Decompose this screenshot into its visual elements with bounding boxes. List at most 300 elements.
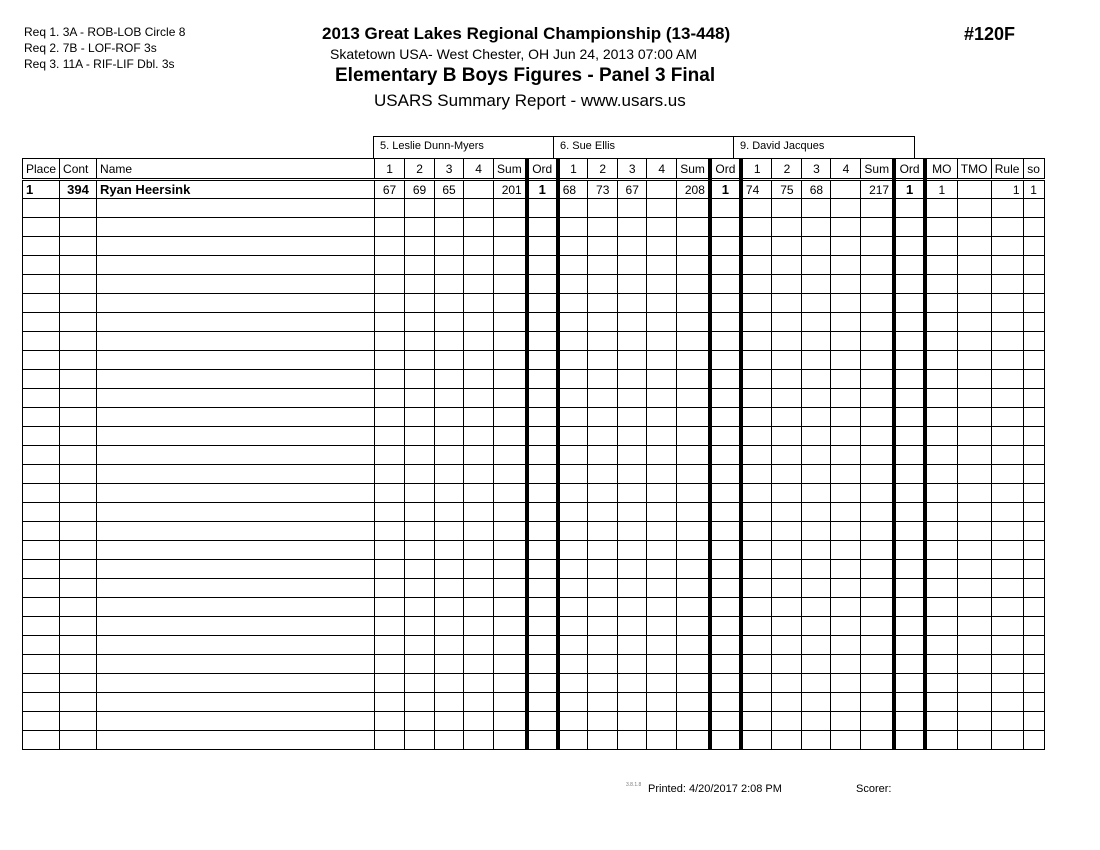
empty-cell [97, 712, 375, 731]
empty-cell [60, 579, 97, 598]
empty-cell [97, 655, 375, 674]
empty-cell [375, 351, 405, 370]
empty-cell [464, 218, 494, 237]
empty-cell [991, 275, 1023, 294]
judge-header-1: 5. Leslie Dunn-Myers [373, 136, 554, 158]
col-tmo: TMO [957, 159, 991, 180]
empty-cell [991, 484, 1023, 503]
empty-cell [558, 275, 588, 294]
empty-cell [991, 389, 1023, 408]
empty-cell [677, 522, 710, 541]
empty-cell [802, 598, 831, 617]
empty-cell [588, 712, 618, 731]
empty-cell [991, 218, 1023, 237]
empty-cell [618, 256, 647, 275]
empty-cell [772, 446, 802, 465]
empty-cell [802, 237, 831, 256]
empty-cell [527, 636, 558, 655]
empty-cell [494, 446, 527, 465]
empty-cell [375, 218, 405, 237]
empty-cell [647, 617, 677, 636]
empty-cell [772, 237, 802, 256]
empty-cell [710, 427, 741, 446]
empty-cell [647, 712, 677, 731]
j2-sum-cell: 208 [677, 180, 710, 199]
empty-cell [831, 389, 861, 408]
empty-cell [677, 560, 710, 579]
empty-cell [1023, 579, 1044, 598]
empty-cell [60, 484, 97, 503]
empty-cell [558, 522, 588, 541]
empty-cell [802, 731, 831, 750]
empty-cell [772, 636, 802, 655]
empty-cell [741, 655, 772, 674]
empty-cell [894, 541, 925, 560]
empty-cell [494, 579, 527, 598]
empty-cell [677, 503, 710, 522]
empty-cell [97, 446, 375, 465]
empty-cell [894, 389, 925, 408]
empty-cell [558, 294, 588, 313]
empty-cell [647, 693, 677, 712]
empty-cell [494, 484, 527, 503]
empty-cell [772, 503, 802, 522]
empty-cell [494, 351, 527, 370]
empty-cell [405, 275, 435, 294]
empty-cell [894, 674, 925, 693]
empty-cell [588, 598, 618, 617]
empty-cell [894, 427, 925, 446]
empty-cell [741, 484, 772, 503]
col-j3-s1: 1 [741, 159, 772, 180]
printed-timestamp: Printed: 4/20/2017 2:08 PM [648, 783, 782, 795]
empty-row [23, 522, 1045, 541]
empty-cell [861, 579, 894, 598]
empty-cell [97, 237, 375, 256]
empty-cell [405, 636, 435, 655]
empty-cell [957, 218, 991, 237]
empty-cell [741, 731, 772, 750]
empty-cell [957, 598, 991, 617]
empty-cell [97, 674, 375, 693]
empty-cell [991, 313, 1023, 332]
empty-cell [558, 256, 588, 275]
empty-cell [925, 332, 957, 351]
empty-cell [802, 275, 831, 294]
empty-cell [1023, 332, 1044, 351]
empty-cell [925, 389, 957, 408]
empty-cell [23, 617, 60, 636]
empty-cell [647, 408, 677, 427]
empty-cell [558, 655, 588, 674]
empty-cell [464, 541, 494, 560]
empty-cell [710, 199, 741, 218]
empty-cell [588, 313, 618, 332]
table-row [23, 180, 1045, 199]
empty-cell [558, 484, 588, 503]
empty-cell [494, 655, 527, 674]
empty-cell [23, 446, 60, 465]
empty-cell [464, 313, 494, 332]
j1-s2-cell: 69 [405, 180, 435, 199]
empty-cell [23, 313, 60, 332]
empty-row [23, 560, 1045, 579]
empty-cell [588, 408, 618, 427]
empty-cell [494, 199, 527, 218]
empty-cell [375, 674, 405, 693]
empty-cell [772, 427, 802, 446]
software-version: 3.8.1.8 [626, 782, 642, 788]
empty-row [23, 465, 1045, 484]
empty-cell [1023, 370, 1044, 389]
empty-cell [494, 560, 527, 579]
empty-cell [831, 560, 861, 579]
empty-cell [710, 218, 741, 237]
empty-cell [527, 560, 558, 579]
col-j1-sum: Sum [494, 159, 527, 180]
empty-cell [647, 484, 677, 503]
empty-cell [558, 579, 588, 598]
empty-cell [831, 522, 861, 541]
empty-cell [831, 294, 861, 313]
empty-cell [710, 598, 741, 617]
empty-row [23, 370, 1045, 389]
empty-cell [925, 579, 957, 598]
empty-cell [861, 427, 894, 446]
empty-cell [527, 503, 558, 522]
empty-cell [618, 712, 647, 731]
empty-cell [618, 427, 647, 446]
empty-cell [802, 332, 831, 351]
empty-cell [677, 275, 710, 294]
empty-cell [618, 731, 647, 750]
empty-cell [588, 484, 618, 503]
empty-cell [710, 237, 741, 256]
empty-cell [464, 560, 494, 579]
empty-cell [772, 218, 802, 237]
empty-cell [1023, 313, 1044, 332]
empty-cell [588, 541, 618, 560]
empty-cell [618, 541, 647, 560]
empty-cell [618, 199, 647, 218]
empty-cell [588, 199, 618, 218]
empty-cell [405, 427, 435, 446]
empty-cell [802, 351, 831, 370]
empty-cell [464, 503, 494, 522]
empty-cell [925, 370, 957, 389]
empty-cell [741, 465, 772, 484]
empty-cell [558, 351, 588, 370]
empty-cell [1023, 446, 1044, 465]
empty-cell [60, 446, 97, 465]
empty-cell [588, 275, 618, 294]
empty-cell [527, 237, 558, 256]
empty-cell [558, 560, 588, 579]
empty-cell [405, 484, 435, 503]
empty-cell [23, 541, 60, 560]
empty-cell [1023, 522, 1044, 541]
empty-cell [558, 693, 588, 712]
empty-cell [831, 712, 861, 731]
empty-cell [772, 598, 802, 617]
empty-cell [991, 674, 1023, 693]
empty-cell [494, 503, 527, 522]
empty-cell [23, 218, 60, 237]
empty-cell [957, 370, 991, 389]
empty-cell [894, 655, 925, 674]
empty-cell [861, 636, 894, 655]
empty-cell [375, 579, 405, 598]
empty-cell [435, 275, 464, 294]
rule-cell: 1 [991, 180, 1023, 199]
empty-cell [375, 408, 405, 427]
empty-cell [1023, 351, 1044, 370]
empty-row [23, 275, 1045, 294]
empty-cell [802, 408, 831, 427]
empty-cell [618, 275, 647, 294]
empty-cell [618, 218, 647, 237]
empty-row [23, 617, 1045, 636]
empty-cell [647, 237, 677, 256]
empty-cell [494, 598, 527, 617]
empty-cell [435, 712, 464, 731]
empty-cell [405, 370, 435, 389]
cont-cell: 394 [60, 180, 97, 199]
empty-cell [861, 693, 894, 712]
empty-cell [60, 731, 97, 750]
empty-cell [558, 636, 588, 655]
empty-cell [647, 256, 677, 275]
empty-cell [741, 427, 772, 446]
empty-cell [97, 598, 375, 617]
empty-cell [1023, 636, 1044, 655]
empty-cell [435, 389, 464, 408]
empty-cell [23, 655, 60, 674]
empty-cell [677, 408, 710, 427]
col-j3-s2: 2 [772, 159, 802, 180]
empty-cell [802, 389, 831, 408]
empty-cell [1023, 655, 1044, 674]
empty-cell [677, 370, 710, 389]
empty-cell [861, 712, 894, 731]
empty-cell [60, 655, 97, 674]
empty-cell [527, 579, 558, 598]
empty-cell [861, 351, 894, 370]
empty-cell [60, 389, 97, 408]
empty-cell [802, 693, 831, 712]
empty-cell [925, 598, 957, 617]
empty-row [23, 655, 1045, 674]
empty-cell [741, 389, 772, 408]
empty-cell [741, 560, 772, 579]
empty-cell [802, 218, 831, 237]
empty-cell [991, 370, 1023, 389]
empty-cell [405, 408, 435, 427]
empty-cell [618, 617, 647, 636]
col-j3-sum: Sum [861, 159, 894, 180]
empty-cell [494, 674, 527, 693]
empty-cell [375, 655, 405, 674]
empty-cell [957, 351, 991, 370]
empty-cell [97, 617, 375, 636]
empty-cell [1023, 731, 1044, 750]
empty-cell [97, 313, 375, 332]
empty-cell [991, 408, 1023, 427]
empty-cell [741, 636, 772, 655]
empty-cell [741, 693, 772, 712]
empty-cell [831, 655, 861, 674]
empty-cell [435, 579, 464, 598]
place-cell: 1 [23, 180, 60, 199]
empty-cell [741, 617, 772, 636]
empty-cell [558, 446, 588, 465]
col-so: so [1023, 159, 1044, 180]
empty-cell [991, 332, 1023, 351]
empty-cell [710, 693, 741, 712]
empty-cell [957, 636, 991, 655]
empty-cell [957, 693, 991, 712]
empty-cell [375, 294, 405, 313]
empty-cell [831, 351, 861, 370]
empty-cell [861, 560, 894, 579]
empty-cell [957, 579, 991, 598]
empty-cell [802, 465, 831, 484]
empty-cell [957, 237, 991, 256]
empty-cell [957, 522, 991, 541]
empty-cell [405, 313, 435, 332]
empty-cell [435, 351, 464, 370]
empty-cell [677, 712, 710, 731]
empty-cell [925, 313, 957, 332]
empty-cell [831, 370, 861, 389]
empty-cell [435, 541, 464, 560]
empty-row [23, 579, 1045, 598]
requirement-3: Req 3. 11A - RIF-LIF Dbl. 3s [24, 57, 175, 71]
empty-cell [97, 389, 375, 408]
empty-cell [802, 313, 831, 332]
empty-cell [772, 693, 802, 712]
empty-cell [618, 389, 647, 408]
empty-cell [677, 427, 710, 446]
empty-cell [375, 598, 405, 617]
empty-cell [894, 712, 925, 731]
empty-cell [23, 503, 60, 522]
empty-cell [957, 256, 991, 275]
empty-cell [894, 522, 925, 541]
empty-cell [957, 503, 991, 522]
col-j1-s4: 4 [464, 159, 494, 180]
empty-cell [710, 256, 741, 275]
j2-s2-cell: 73 [588, 180, 618, 199]
empty-cell [375, 731, 405, 750]
empty-cell [494, 693, 527, 712]
empty-cell [925, 693, 957, 712]
empty-cell [375, 541, 405, 560]
championship-title: 2013 Great Lakes Regional Championship (13-448) [322, 24, 731, 43]
empty-cell [710, 465, 741, 484]
empty-cell [647, 218, 677, 237]
empty-row [23, 446, 1045, 465]
empty-cell [925, 560, 957, 579]
empty-cell [60, 237, 97, 256]
empty-cell [861, 503, 894, 522]
empty-cell [97, 332, 375, 351]
empty-cell [435, 370, 464, 389]
empty-cell [741, 712, 772, 731]
empty-cell [405, 503, 435, 522]
empty-cell [23, 370, 60, 389]
empty-cell [527, 332, 558, 351]
empty-cell [60, 427, 97, 446]
empty-cell [677, 636, 710, 655]
empty-cell [772, 484, 802, 503]
empty-cell [861, 332, 894, 351]
empty-cell [464, 579, 494, 598]
empty-cell [741, 674, 772, 693]
empty-cell [647, 199, 677, 218]
empty-cell [861, 370, 894, 389]
empty-cell [464, 275, 494, 294]
empty-cell [527, 256, 558, 275]
empty-cell [558, 503, 588, 522]
empty-cell [588, 446, 618, 465]
empty-cell [677, 256, 710, 275]
empty-cell [894, 408, 925, 427]
empty-cell [677, 389, 710, 408]
empty-cell [494, 313, 527, 332]
empty-cell [1023, 503, 1044, 522]
empty-cell [1023, 408, 1044, 427]
empty-cell [97, 351, 375, 370]
empty-row [23, 218, 1045, 237]
empty-cell [435, 427, 464, 446]
empty-row [23, 389, 1045, 408]
j3-s2-cell: 75 [772, 180, 802, 199]
empty-cell [1023, 256, 1044, 275]
empty-cell [618, 655, 647, 674]
empty-cell [861, 465, 894, 484]
empty-cell [464, 389, 494, 408]
empty-cell [464, 408, 494, 427]
empty-cell [23, 731, 60, 750]
col-j3-ord: Ord [894, 159, 925, 180]
empty-cell [831, 598, 861, 617]
empty-cell [494, 370, 527, 389]
empty-cell [991, 503, 1023, 522]
empty-cell [957, 731, 991, 750]
empty-cell [772, 294, 802, 313]
empty-cell [97, 579, 375, 598]
empty-cell [558, 598, 588, 617]
j1-s1-cell: 67 [375, 180, 405, 199]
empty-cell [647, 351, 677, 370]
empty-cell [375, 503, 405, 522]
empty-cell [23, 199, 60, 218]
empty-cell [894, 351, 925, 370]
col-j2-sum: Sum [677, 159, 710, 180]
empty-cell [375, 636, 405, 655]
empty-cell [60, 256, 97, 275]
empty-cell [405, 446, 435, 465]
empty-cell [405, 560, 435, 579]
empty-cell [925, 655, 957, 674]
empty-cell [60, 503, 97, 522]
empty-cell [97, 427, 375, 446]
empty-cell [925, 427, 957, 446]
empty-cell [772, 560, 802, 579]
empty-cell [861, 294, 894, 313]
empty-cell [991, 598, 1023, 617]
